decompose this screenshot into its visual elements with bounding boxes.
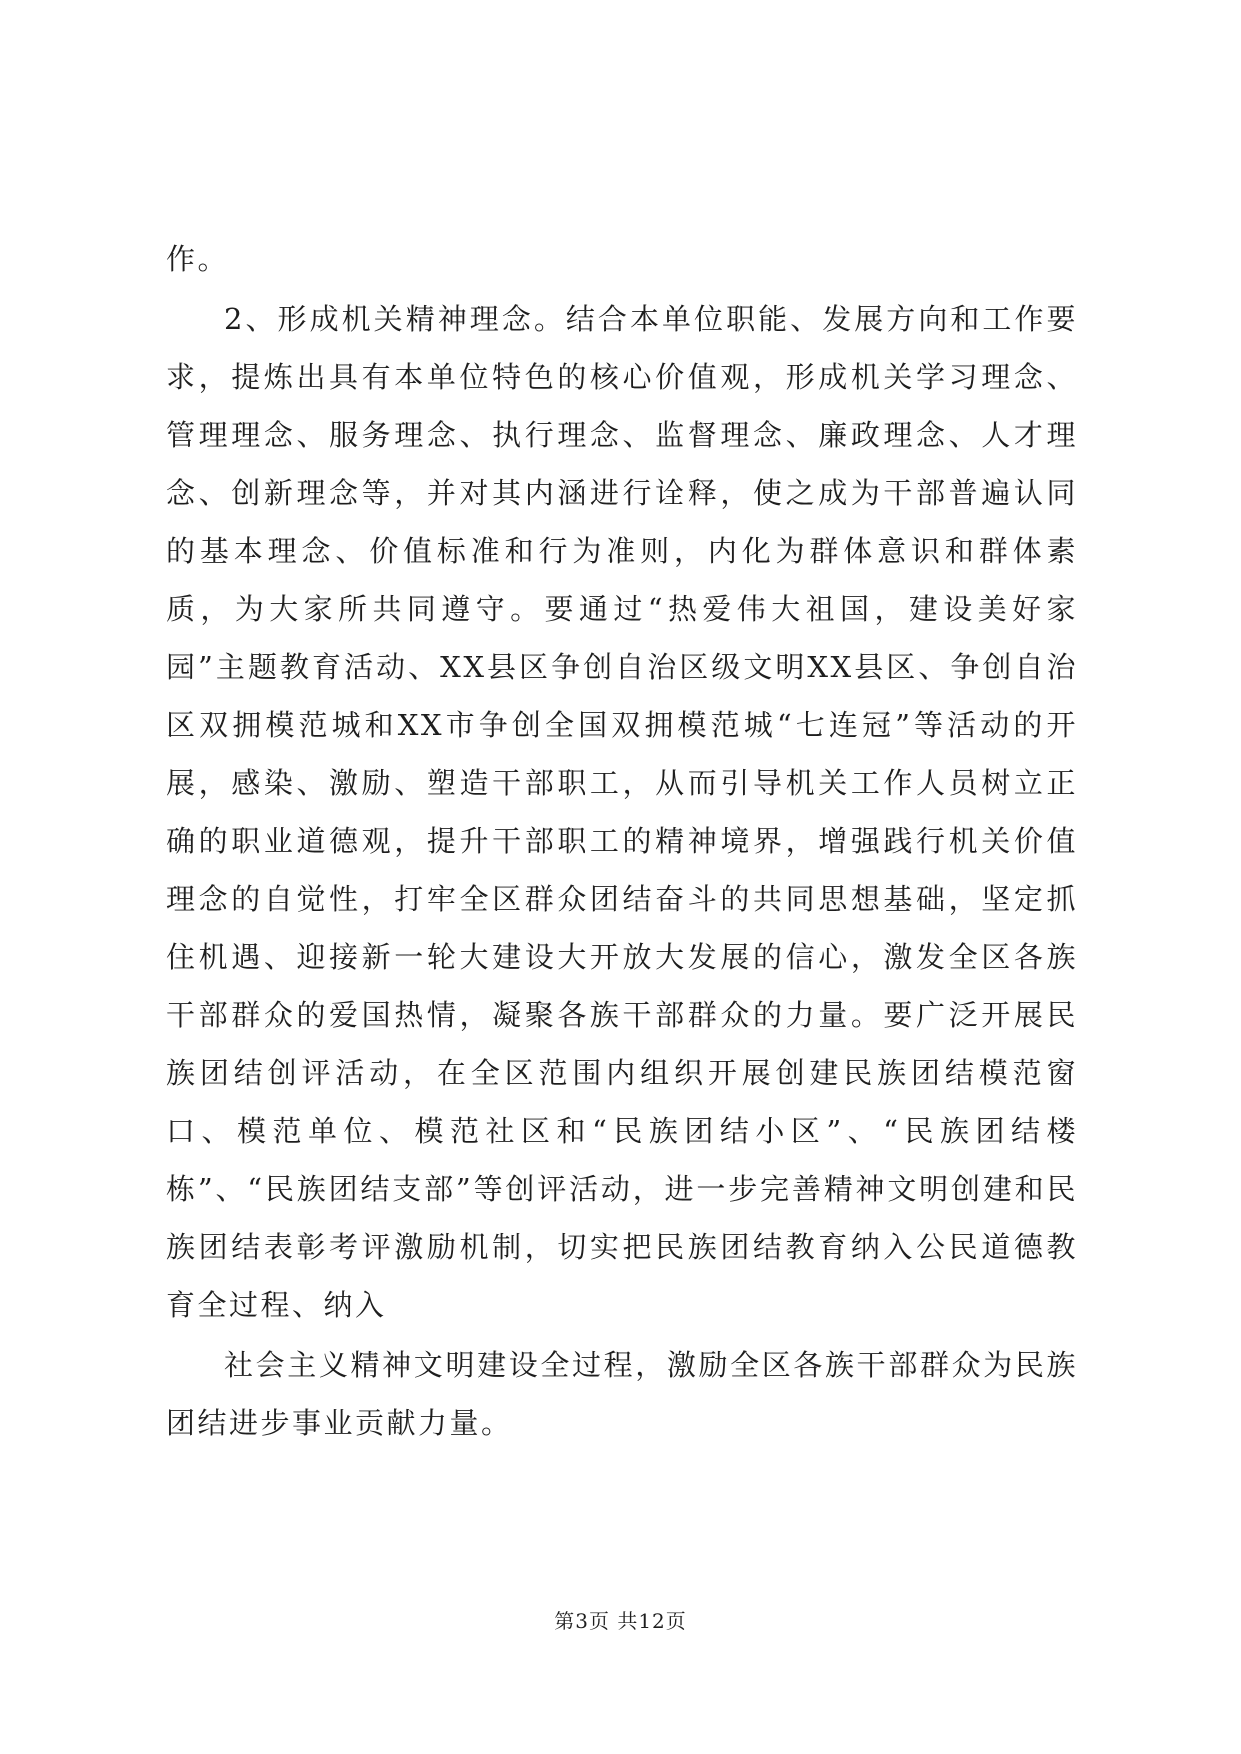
paragraph-socialist-civilization: 社会主义精神文明建设全过程，激励全区各族干部群众为民族团结进步事业贡献力量。	[166, 1348, 1078, 1440]
page-number-footer: 第3页 共12页	[554, 1609, 687, 1633]
paragraph-spirit-concept: 2、形成机关精神理念。结合本单位职能、发展方向和工作要求，提炼出具有本单位特色的核心价值观，形成机关学习理念、管理理念、服务理念、执行理念、监督理念、廉政理念、人才理念、创新理念等，并对其内涵进行诠释，使之成为干部普遍认同的基本理念、价值标准和行为准则，内化为群体意识和群体素质，为大家所共同遵守。要通过“热爱伟大祖国，建设美好家园”主题教育活动、XX县区争创自治区级文明XX县区、争创自治区双拥模范城和XX市争创全国双拥模范城“七连冠”等活动的开展，感染、激励、塑造干部职工，从而引导机关工作人员树立正确的职业道德观，提升干部职工的精神境界，增强践行机关价值理念的自觉性，打牢全区群众团结奋斗的共同思想基础，坚定抓住机遇、迎接新一轮大建设大开放大发展的信心，激发全区各族干部群众的爱国热情，凝聚各族干部群众的力量。要广泛开展民族团结创评活动，在全区范围内组织开展创建民族团结模范窗口、模范单位、模范社区和“民族团结小区”、“民族团结楼栋”、“民族团结支部”等创评活动，进一步完善精神文明创建和民族团结表彰考评激励机制，切实把民族团结教育纳入公民道德教育全过程、纳入	[166, 302, 1078, 1322]
paragraph-continuation: 作。	[166, 242, 230, 276]
document-body	[166, 230, 1078, 1452]
